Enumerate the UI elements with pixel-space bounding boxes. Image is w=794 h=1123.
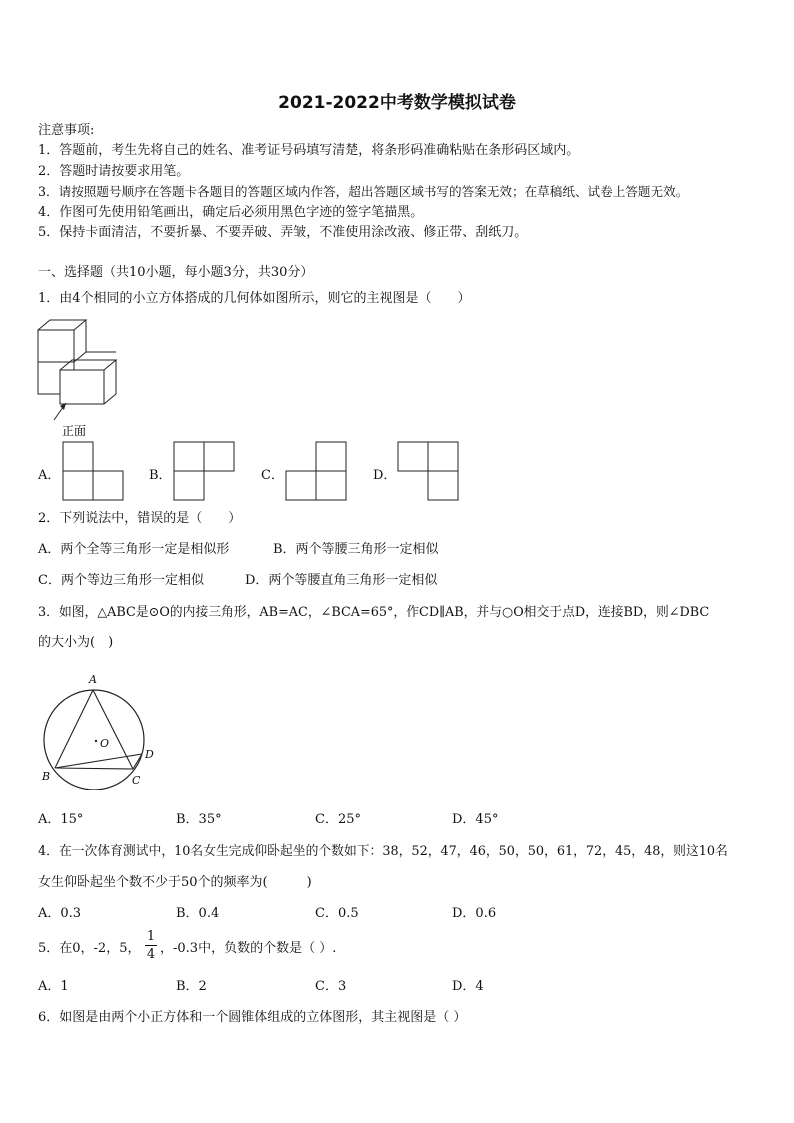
q3-stem-line2: 的大小为( ) [38, 635, 114, 650]
q4-stem-line1: 4．在一次体育测试中，10名女生完成仰卧起坐的个数如下：38，52，47，46，50，50，61，72，45，48，则这10名 [38, 844, 728, 859]
q4-option-a: A．0.3 [38, 906, 82, 921]
q1-option-a-figure [62, 441, 124, 501]
point-o-label: O [100, 737, 110, 750]
notice-heading: 注意事项: [38, 123, 95, 138]
notice-item-3: 3．请按照题号顺序在答题卡各题目的答题区域内作答，超出答题区域书写的答案无效；在草稿纸、试卷上答题无效。 [38, 184, 689, 199]
q5-option-d: D．4 [452, 979, 484, 994]
q5-fraction-bar [145, 945, 157, 946]
q2-option-a: A．两个全等三角形一定是相似形 [38, 542, 230, 557]
q6-stem: 6．如图是由两个小正方体和一个圆锥体组成的立体图形，其主视图是（ ） [38, 1010, 467, 1025]
q4-stem-line2: 女生仰卧起坐个数不少于50个的频率为( ) [38, 875, 312, 890]
q5-stem-before: 5．在0，-2，5， [38, 941, 141, 956]
q5-option-a: A．1 [38, 979, 69, 994]
q3-circle-figure [36, 668, 166, 790]
q5-fraction-numerator: 1 [146, 929, 156, 944]
q5-option-b: B．2 [176, 979, 207, 994]
q3-stem-line1: 3．如图，△ABC是⊙O的内接三角形，AB=AC，∠BCA=65°，作CD∥AB，并与○O相交于点D，连接BD，则∠DBC [38, 605, 710, 620]
q3-option-b: B．35° [176, 812, 222, 827]
point-d-label: D [145, 748, 154, 761]
q3-option-c: C．25° [315, 812, 361, 827]
q1-option-d-label: D． [373, 468, 397, 483]
q1-option-c-label: C． [261, 468, 284, 483]
q1-cube-figure [36, 318, 118, 440]
point-c-label: C [132, 774, 141, 787]
point-a-label: A [89, 673, 97, 686]
q4-option-b: B．0.4 [176, 906, 220, 921]
front-label: 正面 [62, 424, 87, 438]
page-title: 2021-2022中考数学模拟试卷 [278, 93, 516, 113]
q2-option-b: B．两个等腰三角形一定相似 [273, 542, 439, 557]
q1-option-a-label: A． [38, 468, 61, 483]
section-heading: 一、选择题（共10小题，每小题3分，共30分） [38, 265, 314, 280]
q2-option-d: D．两个等腰直角三角形一定相似 [245, 573, 438, 588]
q1-option-b-figure [173, 441, 235, 501]
q1-option-d-figure [397, 441, 459, 501]
point-b-label: B [42, 770, 51, 783]
notice-item-1: 1．答题前，考生先将自己的姓名、准考证号码填写清楚，将条形码准确粘贴在条形码区域内。 [38, 143, 580, 158]
q5-fraction-denominator: 4 [146, 947, 156, 962]
notice-item-5: 5．保持卡面清洁，不要折暴、不要弄破、弄皱，不准使用涂改液、修正带、刮纸刀。 [38, 225, 528, 240]
q4-option-c: C．0.5 [315, 906, 359, 921]
q5-option-c: C．3 [315, 979, 347, 994]
q4-option-d: D．0.6 [452, 906, 497, 921]
q2-stem: 2．下列说法中，错误的是（ ） [38, 511, 242, 526]
q5-stem-after: ，-0.3中，负数的个数是（ ）. [160, 941, 337, 956]
q5-fraction [145, 929, 157, 962]
q2-option-c: C．两个等边三角形一定相似 [38, 573, 204, 588]
q1-option-c-figure [285, 441, 347, 501]
notice-item-2: 2．答题时请按要求用笔。 [38, 164, 190, 179]
q3-option-a: A．15° [38, 812, 84, 827]
q1-stem: 1．由4个相同的小立方体搭成的几何体如图所示，则它的主视图是（ ） [38, 291, 471, 306]
q3-option-d: D．45° [452, 812, 499, 827]
q1-option-b-label: B． [149, 468, 172, 483]
notice-item-4: 4．作图可先使用铅笔画出，确定后必须用黑色字迹的签字笔描黑。 [38, 205, 424, 220]
